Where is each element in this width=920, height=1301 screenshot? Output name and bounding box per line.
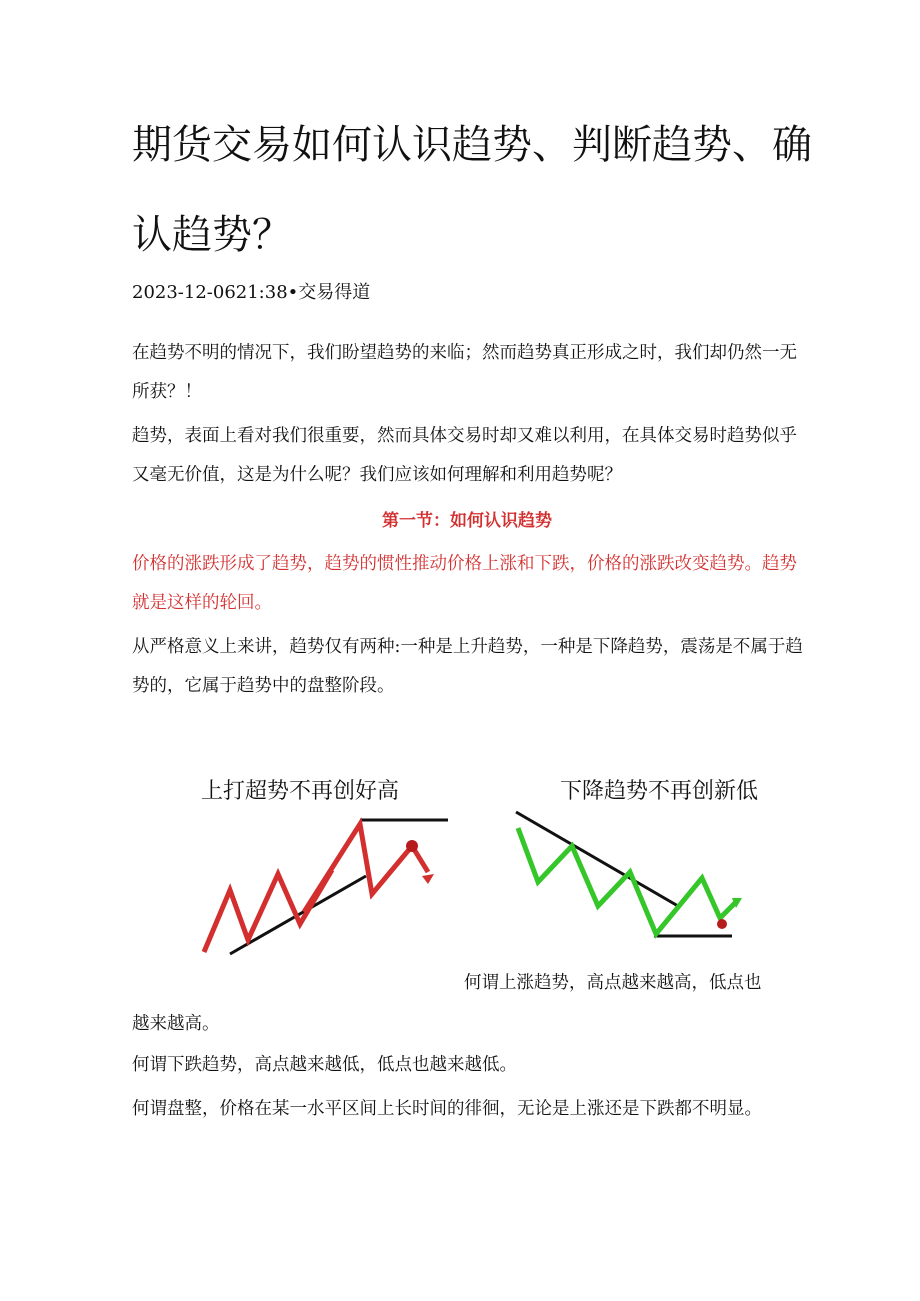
article-meta: 2023-12-0621:38•交易得道 (132, 282, 371, 303)
paragraph-consolidation-definition: 何谓盘整，价格在某一水平区间上长时间的徘徊，无论是上涨还是下跌都不明显。 (132, 1099, 762, 1119)
paragraph-highlight: 价格的涨跌形成了趋势，趋势的惯性推动价格上涨和下跌，价格的涨跌改变趋势。趋势就是这样的轮回。 (132, 554, 797, 613)
downtrend-resistance-line (516, 812, 678, 906)
figure-uptrend-title: 上打超势不再创好高 (201, 779, 400, 804)
downtrend-low-dot (717, 919, 727, 929)
uptrend-price-line (204, 824, 428, 952)
paragraph-question: 趋势，表面上看对我们很重要，然而具体交易时却又难以利用，在具体交易时趋势似乎又毫无价值，这是为什么呢？我们应该如何理解和利用趋势呢？ (132, 426, 797, 485)
paragraph-trend-types: 从严格意义上来讲，趋势仅有两种:一种是上升趋势，一种是下降趋势，震荡是不属于趋势的，它属于趋势中的盘整阶段。 (132, 637, 803, 696)
paragraph-downtrend-definition: 何谓下跌趋势，高点越来越低，低点也越来越低。 (132, 1055, 517, 1075)
caption-uptrend-line1: 何谓上涨趋势，高点越来越高，低点也 (464, 973, 762, 993)
caption-uptrend-line2: 越来越高。 (132, 1014, 220, 1034)
downtrend-price-line (518, 828, 736, 934)
uptrend-figure (200, 812, 454, 958)
uptrend-high-dot (406, 840, 418, 852)
downtrend-figure (514, 806, 742, 946)
section-title: 第一节：如何认识趋势 (382, 511, 552, 531)
figure-downtrend-title: 下降趋势不再创新低 (560, 779, 759, 804)
paragraph-intro: 在趋势不明的情况下，我们盼望趋势的来临；然而趋势真正形成之时，我们却仍然一无所获？！ (132, 343, 797, 402)
article-title: 期货交易如何认识趋势、判断趋势、确认趋势？ (132, 122, 812, 258)
uptrend-arrow-icon (422, 874, 434, 884)
